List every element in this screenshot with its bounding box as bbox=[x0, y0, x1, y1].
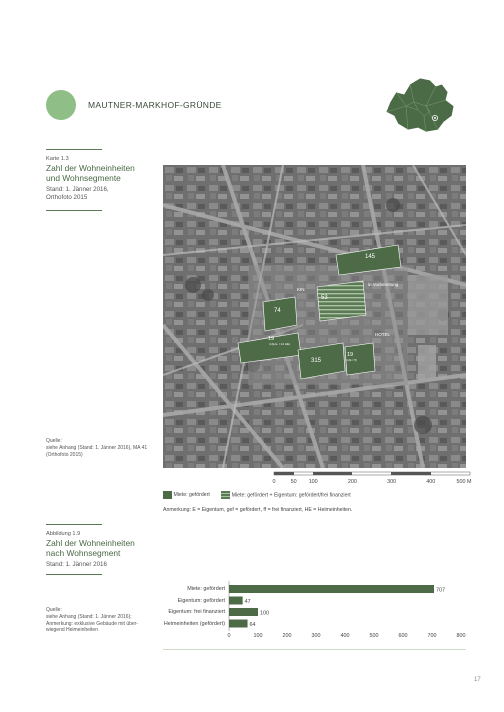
bar bbox=[229, 620, 248, 628]
project-marker-circle bbox=[46, 90, 76, 120]
parcel-label: 53 bbox=[321, 295, 328, 301]
map-caption-number: Karte 1.3 bbox=[46, 156, 69, 162]
scale-tick-label: 100 bbox=[308, 479, 318, 485]
x-tick-label: 600 bbox=[398, 633, 408, 639]
parcel-label: 19 bbox=[268, 336, 275, 342]
map-label-in-vorbereitung: in Vorbereitung bbox=[368, 282, 399, 287]
parcel-label: 74 bbox=[274, 308, 281, 314]
x-tick-label: 0 bbox=[227, 633, 231, 639]
bar-value-label: 707 bbox=[436, 587, 446, 594]
parcel-sublabel: 4 (E.E. / 14 HE) bbox=[269, 342, 291, 346]
chart-caption-subtitle: Stand: 1. Jänner 2016 bbox=[46, 561, 107, 568]
chart-caption-number: Abbildung 1.9 bbox=[46, 531, 81, 537]
scale-tick-label: 0 bbox=[272, 479, 276, 485]
bar-category-label: Heimeinheiten (gefördert) bbox=[163, 620, 225, 627]
parcel-label: 315 bbox=[311, 358, 322, 364]
bar bbox=[229, 597, 243, 605]
map-caption-title: Zahl der Wohneinheiten und Wohnsegmente bbox=[46, 163, 135, 183]
map-label-hotel: HOTEL bbox=[375, 332, 391, 337]
map-note: Anmerkung: E = Eigentum, gef = gefördert, ff = frei finanziert, HE = Heimeinheiten. bbox=[163, 507, 353, 513]
project-title: MAUTNER-MARKHOF-GRÜNDE bbox=[88, 100, 222, 110]
bar-category-label: Eigentum: frei finanziert bbox=[168, 609, 225, 615]
scale-tick-label: 500 M bbox=[456, 479, 472, 485]
bar-value-label: 64 bbox=[249, 622, 256, 628]
map-label-kin: KIN bbox=[297, 287, 305, 292]
legend-swatch bbox=[163, 491, 172, 499]
chart-caption-divider bbox=[46, 524, 102, 525]
bar-value-label: 100 bbox=[260, 610, 269, 617]
parcel-label: 145 bbox=[365, 254, 376, 260]
bar bbox=[229, 608, 258, 616]
vienna-locator-map bbox=[380, 72, 462, 138]
scale-tick-label: 50 bbox=[290, 479, 297, 485]
chart-source: Quelle: siehe Anhang (Stand: 1. Jänner 2016); Anmerkung: exklusive Gebäude mit über- wiegend Heimeinheiten bbox=[46, 607, 138, 634]
x-tick-label: 300 bbox=[311, 633, 321, 639]
legend-label-miete-gefoerdert: Miete: gefördert bbox=[173, 492, 210, 499]
parcel-label: 19 bbox=[347, 352, 354, 358]
legend-swatch-hatched bbox=[221, 491, 230, 499]
bar-value-label: 47 bbox=[244, 599, 251, 605]
caption-divider-bottom bbox=[46, 210, 102, 211]
legend-label-mixed: Miete: gefördert + Eigentum: gefördert/frei finanziert bbox=[231, 492, 351, 499]
bar-category-label: Miete: gefördert bbox=[187, 586, 225, 592]
x-tick-label: 400 bbox=[340, 633, 350, 639]
scale-bar bbox=[268, 470, 488, 490]
x-tick-label: 700 bbox=[427, 633, 437, 639]
x-tick-label: 500 bbox=[369, 633, 379, 639]
page-number: 17 bbox=[474, 677, 481, 683]
chart-caption-title: Zahl der Wohneinheiten nach Wohnsegment bbox=[46, 538, 135, 558]
aerial-photo-map bbox=[163, 165, 466, 468]
x-tick-label: 200 bbox=[282, 633, 292, 639]
scale-tick-label: 200 bbox=[347, 479, 357, 485]
map-caption-subtitle: Stand: 1. Jänner 2016, Orthofoto 2015 bbox=[46, 186, 109, 202]
parcel-sublabel: 4 (E / ff) bbox=[346, 358, 357, 362]
map-source: Quelle: siehe Anhang (Stand: 1. Jänner 2016), MA 41 (Orthofoto 2015) bbox=[46, 438, 148, 458]
bar-category-label: Eigentum: gefördert bbox=[177, 597, 225, 604]
bottom-rule bbox=[163, 649, 466, 650]
x-tick-label: 800 bbox=[456, 633, 466, 639]
chart-caption-divider-bottom bbox=[46, 574, 102, 575]
scale-tick-label: 300 bbox=[387, 479, 397, 485]
bar-chart bbox=[163, 581, 473, 641]
scale-tick-label: 400 bbox=[426, 479, 436, 485]
caption-divider bbox=[46, 149, 102, 150]
bar bbox=[229, 585, 434, 593]
x-tick-label: 100 bbox=[253, 633, 263, 639]
map-legend bbox=[163, 491, 351, 499]
